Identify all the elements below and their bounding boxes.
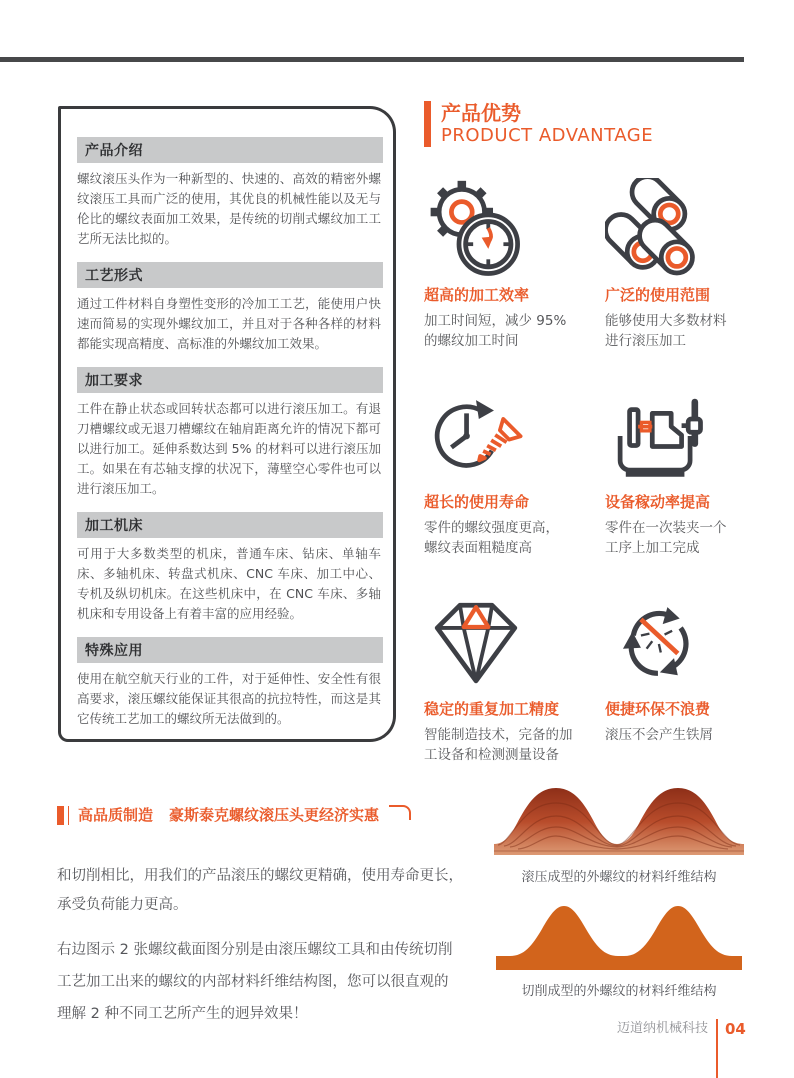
cut-thread-caption: 切削成型的外螺纹的材料纤维结构 [521,984,717,999]
advantage-title: 广泛的使用范围 [605,286,711,304]
clock-screw-icon [424,385,536,489]
quality-banner [57,805,411,826]
section-title-processing-requirements: 加工要求 [77,367,383,393]
section-body-process-form: 通过工件材料自身塑性变形的冷加工工艺，能使用户快速而简易的实现外螺纹加工，并且对于各种各样的材料都能实现高精度、高标准的外螺纹加工效果。 [77,296,381,351]
advantage-item-lifetime [424,385,605,592]
footer-company: 迈道纳机械科技 [616,1021,708,1036]
advantage-desc: 加工时间短，减少 95% 的螺纹加工时间 [424,313,567,350]
section-body-processing-requirements: 工件在静止状态或回转状态都可以进行滚压加工。有退刀槽螺纹或无退刀槽螺纹在轴肩距离允许的情况下都可以进行加工。延伸系数达到 5% 的材料可以进行滚压加工。如果在有芯轴支撑的状况下，薄壁空心零件也可以进行滚压加工。 [77,401,381,496]
figures-explanation-paragraph: 右边图示 2 张螺纹截面图分别是由滚压螺纹工具和由传统切削 工艺加工出来的螺纹的内部材料纤维结构图，您可以很直观的 理解 2 种不同工艺所产生的迥异效果！ [57,941,453,1022]
advantage-item-eco [605,592,764,799]
advantage-title: 超长的使用寿命 [424,493,530,511]
gear-clock-icon [424,178,536,282]
top-rule [0,57,744,62]
section-title-special-applications: 特殊应用 [77,637,383,663]
advantages-title-cn: 产品优势 [441,101,521,125]
advantage-title: 超高的加工效率 [424,286,530,304]
advantage-title: 便捷环保不浪费 [605,700,711,718]
advantage-item-precision [424,592,605,799]
section-body-machine-tools: 可用于大多数类型的机床，普通车床、钻床、单轴车床、多轴机床、转盘式机床、CNC 车床、加工中心、专机及纵切机床。在这些机床中，在 CNC 车床、多轴机床和专用设备上有着丰富的应用经验。 [77,546,381,621]
product-info-panel [58,106,396,742]
advantage-desc: 零件的螺纹强度更高， 螺纹表面粗糙度高 [424,520,559,557]
advantages-grid [424,178,764,799]
section-body-product-intro: 螺纹滚压头作为一种新型的、快速的、高效的精密外螺纹滚压工具而广泛的使用，其优良的机械性能以及无与伦比的螺纹表面加工效果，是传统的切削式螺纹加工工艺所无法比拟的。 [77,171,381,246]
advantage-item-range [605,178,764,385]
accent-bar [424,101,431,147]
advantage-item-utilization [605,385,764,592]
advantage-item-efficiency [424,178,605,385]
advantages-title-en: PRODUCT ADVANTAGE [441,125,654,146]
banner-divider [68,806,69,825]
advantage-title: 设备稼动率提高 [605,493,711,511]
advantage-desc: 能够使用大多数材料 进行滚压加工 [605,313,727,350]
advantage-desc: 智能制造技术，完备的加 工设备和检测测量设备 [424,727,573,764]
advantages-header [424,101,653,148]
advantage-title: 稳定的重复加工精度 [424,700,560,718]
comparison-paragraph: 和切削相比，用我们的产品滚压的螺纹更精确，使用寿命更长， 承受负荷能力更高。 [57,867,463,913]
banner-corner-rule [389,805,411,820]
footer-page-number: 04 [725,1020,746,1038]
section-title-process-form: 工艺形式 [77,262,383,288]
section-title-product-intro: 产品介绍 [77,137,383,163]
footer-divider [716,1019,718,1078]
diamond-icon [424,592,536,696]
cut-thread-fiber-image [492,900,746,974]
rolled-thread-caption: 滚压成型的外螺纹的材料纤维结构 [521,870,717,885]
banner-title: 豪斯泰克螺纹滚压头更经济实惠 [168,806,379,824]
advantage-desc: 零件在一次装夹一个 工序上加工完成 [605,520,727,557]
section-body-special-applications: 使用在航空航天行业的工件，对于延伸性、安全性有很高要求，滚压螺纹能保证其很高的抗拉特性，而这是其它传统工艺加工的螺纹所无法做到的。 [77,671,381,726]
advantage-desc: 滚压不会产生铁屑 [605,727,713,743]
section-title-machine-tools: 加工机床 [77,512,383,538]
pipes-icon [605,178,717,282]
rolled-thread-fiber-image [492,781,746,861]
recycle-icon [605,592,717,696]
banner-tag: 高品质制造 [77,806,153,824]
banner-square-marker [57,806,64,825]
lathe-machine-icon [605,385,717,489]
